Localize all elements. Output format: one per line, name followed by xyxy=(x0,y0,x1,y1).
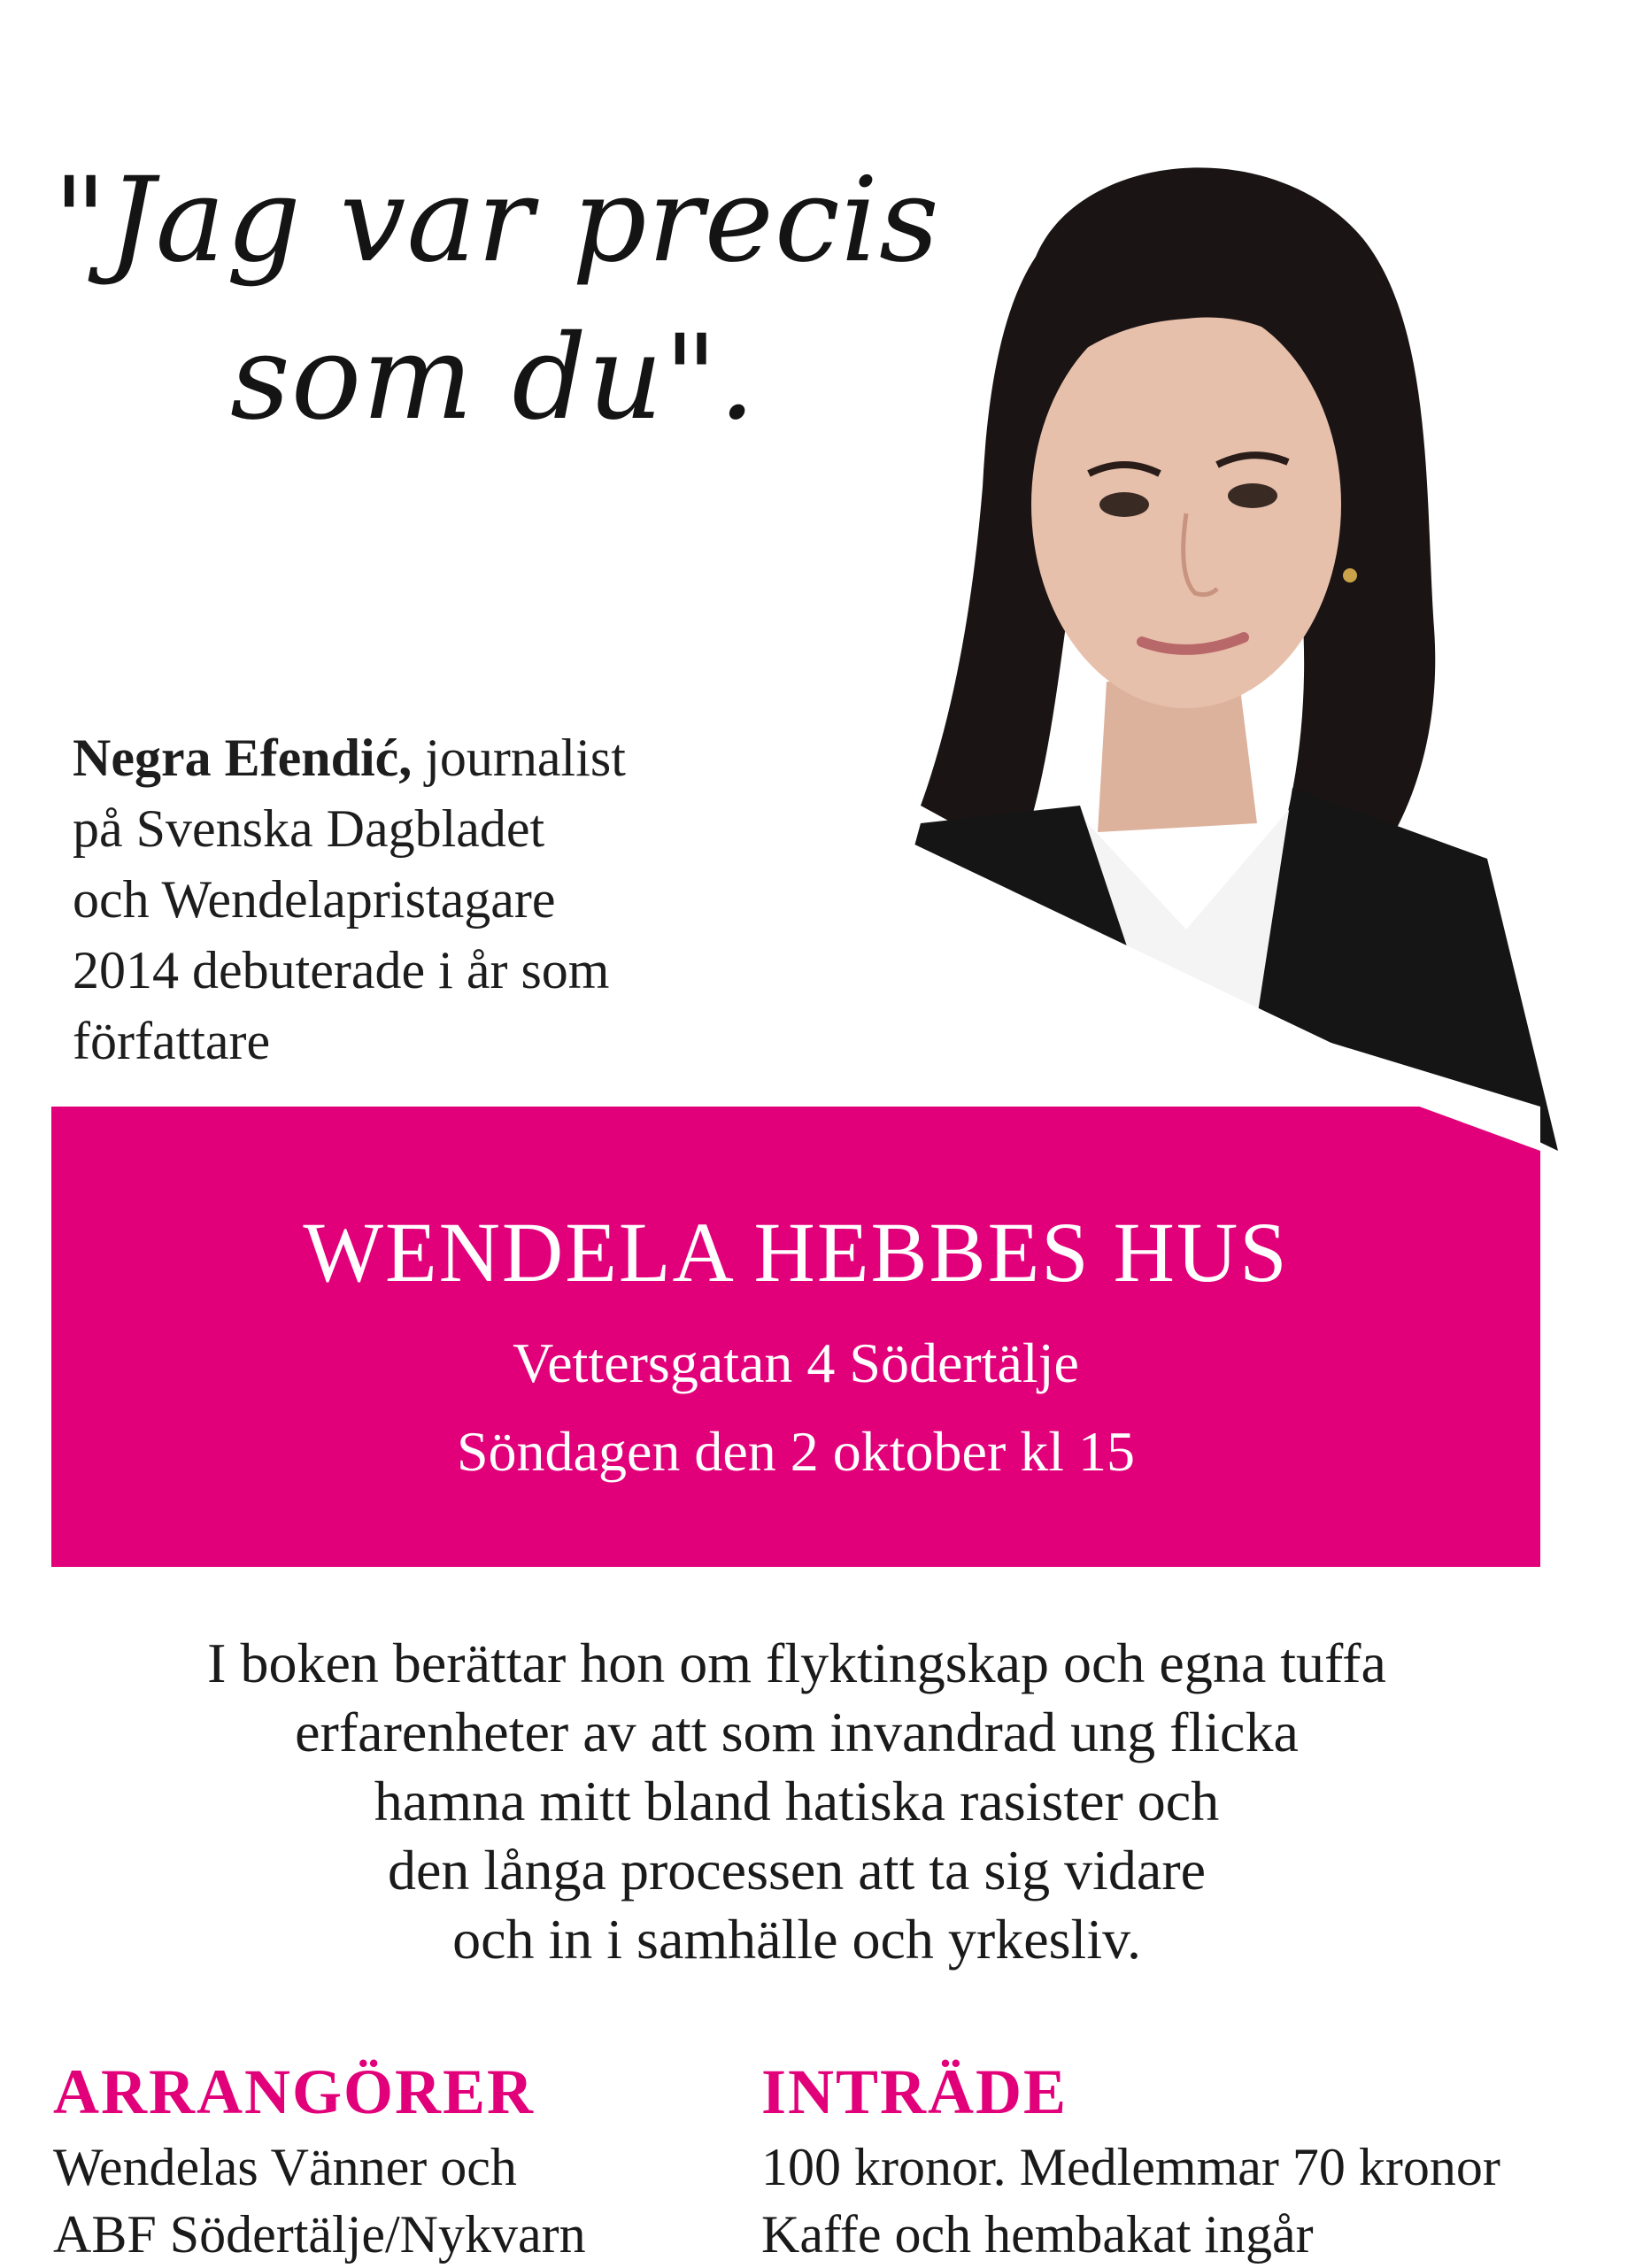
description-line: I boken berättar hon om flyktingskap och egna tuffa xyxy=(207,1632,1386,1694)
quote-line-1: "Jag var precis xyxy=(53,152,940,289)
book-description xyxy=(89,1629,1505,1974)
byline-line-1: journalist xyxy=(412,729,626,787)
venue-name: WENDELA HEBBES HUS xyxy=(303,1205,1289,1300)
author-name: Negra Efendić, xyxy=(73,729,413,787)
byline-line-2: på Svenska Dagbladet xyxy=(73,799,545,858)
description-line: hamna mitt bland hatiska rasister och xyxy=(374,1770,1220,1832)
admission-heading: INTRÄDE xyxy=(761,2056,1068,2127)
admission-line: 100 kronor. Medlemmar 70 kronor xyxy=(761,2138,1500,2196)
organizers-text xyxy=(53,2133,586,2268)
description-line: erfarenheter av att som invandrad ung flicka xyxy=(295,1701,1299,1763)
description-line: och in i samhälle och yrkesliv. xyxy=(452,1908,1141,1971)
organizers-heading: ARRANGÖRER xyxy=(53,2056,536,2127)
organizers-line: Wendelas Vänner och xyxy=(53,2138,517,2196)
event-date: Söndagen den 2 oktober kl 15 xyxy=(456,1420,1136,1483)
venue-address: Vettersgatan 4 Södertälje xyxy=(513,1331,1079,1394)
organizers-line: ABF Södertälje/Nykvarn xyxy=(53,2205,586,2264)
admission-line: Kaffe och hembakat ingår xyxy=(761,2205,1314,2264)
byline-line-3: och Wendelapristagare xyxy=(73,870,556,929)
description-line: den långa processen att ta sig vidare xyxy=(387,1839,1207,1902)
byline-line-5: författare xyxy=(73,1012,271,1070)
quote-line-2: som du". xyxy=(230,310,757,446)
admission-text xyxy=(761,2133,1500,2268)
byline-line-4: 2014 debuterade i år som xyxy=(73,941,610,999)
